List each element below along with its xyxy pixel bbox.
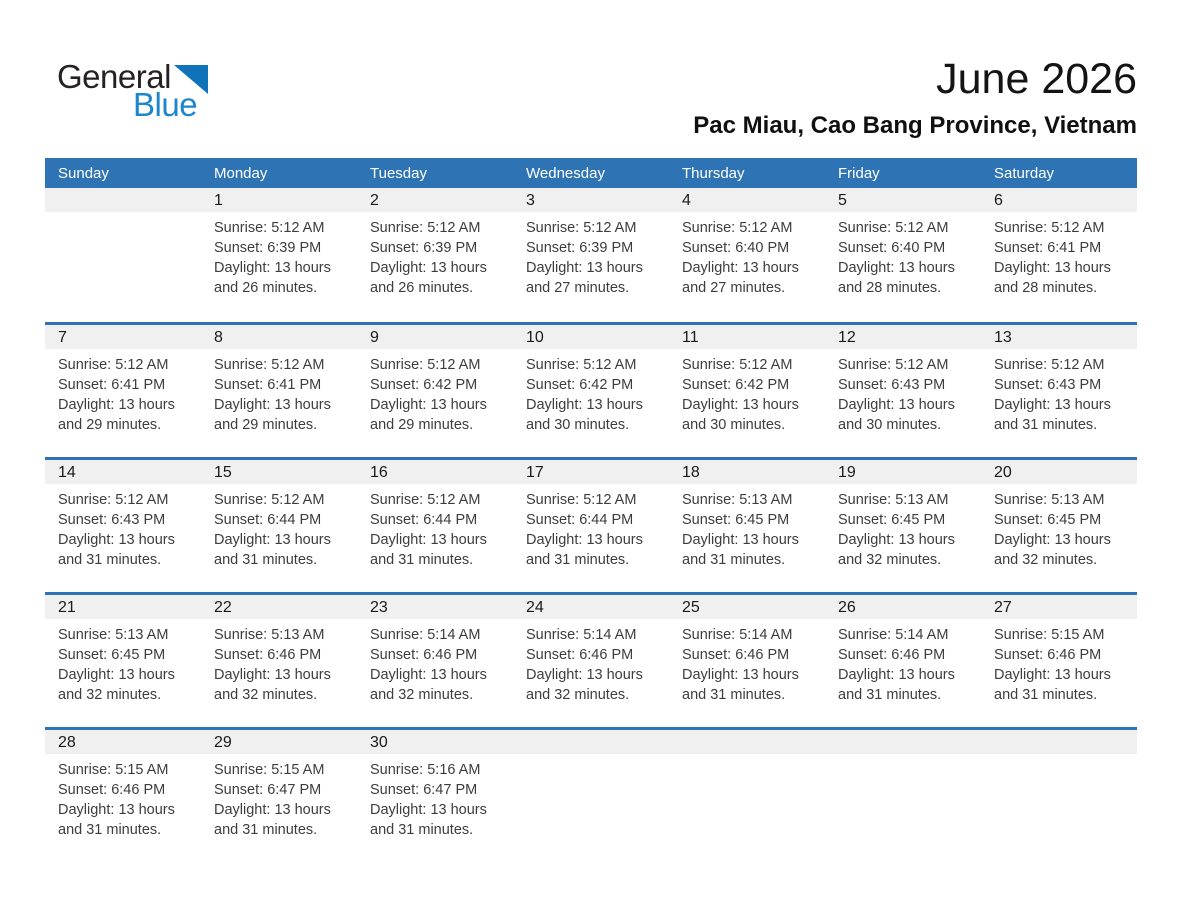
day-details bbox=[526, 625, 663, 705]
daylight-line-1: Daylight: 13 hours bbox=[994, 532, 1111, 548]
daylight-line-1: Daylight: 13 hours bbox=[214, 260, 331, 276]
sunrise-line: Sunrise: 5:12 AM bbox=[838, 357, 949, 373]
sunset-line: Sunset: 6:46 PM bbox=[58, 782, 166, 798]
day-number: 13 bbox=[994, 329, 1012, 346]
day-details bbox=[58, 760, 195, 840]
day-cell bbox=[825, 460, 981, 592]
day-cell bbox=[201, 188, 357, 322]
day-cell bbox=[981, 595, 1137, 727]
day-number: 1 bbox=[214, 192, 223, 209]
daylight-line-2: and 31 minutes. bbox=[994, 417, 1098, 433]
sunrise-line: Sunrise: 5:12 AM bbox=[58, 492, 169, 508]
day-details bbox=[838, 218, 975, 298]
calendar-table bbox=[45, 158, 1137, 862]
day-number: 25 bbox=[682, 599, 700, 616]
daylight-line-2: and 31 minutes. bbox=[682, 552, 786, 568]
weekday-header-tuesday: Tuesday bbox=[370, 164, 427, 182]
sunset-line: Sunset: 6:46 PM bbox=[526, 647, 634, 663]
sunset-line: Sunset: 6:39 PM bbox=[526, 240, 634, 256]
day-number: 15 bbox=[214, 464, 232, 481]
day-number: 22 bbox=[214, 599, 232, 616]
empty-day-cell bbox=[45, 188, 201, 322]
day-cell bbox=[201, 460, 357, 592]
daylight-line-1: Daylight: 13 hours bbox=[370, 802, 487, 818]
title-block bbox=[693, 56, 1137, 140]
weekday-header-thursday: Thursday bbox=[682, 164, 745, 182]
sunrise-line: Sunrise: 5:15 AM bbox=[994, 627, 1105, 643]
sunrise-line: Sunrise: 5:12 AM bbox=[838, 220, 949, 236]
sunrise-line: Sunrise: 5:14 AM bbox=[370, 627, 481, 643]
weekday-header-saturday: Saturday bbox=[994, 164, 1055, 182]
day-number: 2 bbox=[370, 192, 379, 209]
day-details bbox=[838, 490, 975, 570]
day-details bbox=[370, 490, 507, 570]
week-cells bbox=[45, 188, 1137, 322]
sunrise-line: Sunrise: 5:12 AM bbox=[370, 220, 481, 236]
daylight-line-2: and 32 minutes. bbox=[370, 687, 474, 703]
week-row bbox=[45, 188, 1137, 322]
day-details bbox=[370, 355, 507, 435]
daylight-line-2: and 31 minutes. bbox=[214, 552, 318, 568]
daylight-line-1: Daylight: 13 hours bbox=[682, 260, 799, 276]
day-details bbox=[682, 355, 819, 435]
sunrise-line: Sunrise: 5:15 AM bbox=[58, 762, 169, 778]
day-details bbox=[838, 625, 975, 705]
day-cell bbox=[357, 595, 513, 727]
day-number: 16 bbox=[370, 464, 388, 481]
sunset-line: Sunset: 6:46 PM bbox=[682, 647, 790, 663]
daylight-line-1: Daylight: 13 hours bbox=[214, 667, 331, 683]
sunrise-line: Sunrise: 5:13 AM bbox=[682, 492, 793, 508]
day-details bbox=[682, 218, 819, 298]
daylight-line-2: and 31 minutes. bbox=[370, 552, 474, 568]
day-cell bbox=[825, 325, 981, 457]
sunrise-line: Sunrise: 5:12 AM bbox=[214, 220, 325, 236]
week-cells bbox=[45, 460, 1137, 592]
day-cell bbox=[513, 460, 669, 592]
day-details bbox=[370, 218, 507, 298]
day-number: 11 bbox=[682, 329, 699, 346]
sunset-line: Sunset: 6:40 PM bbox=[838, 240, 946, 256]
daylight-line-1: Daylight: 13 hours bbox=[682, 667, 799, 683]
daylight-line-1: Daylight: 13 hours bbox=[994, 667, 1111, 683]
daylight-line-1: Daylight: 13 hours bbox=[58, 802, 175, 818]
sunset-line: Sunset: 6:47 PM bbox=[370, 782, 478, 798]
day-cell bbox=[357, 730, 513, 862]
daylight-line-1: Daylight: 13 hours bbox=[526, 260, 643, 276]
day-number: 9 bbox=[370, 329, 379, 346]
daylight-line-2: and 31 minutes. bbox=[370, 822, 474, 838]
daylight-line-2: and 27 minutes. bbox=[682, 280, 786, 296]
sunset-line: Sunset: 6:41 PM bbox=[994, 240, 1102, 256]
sunrise-line: Sunrise: 5:14 AM bbox=[838, 627, 949, 643]
daylight-line-1: Daylight: 13 hours bbox=[214, 532, 331, 548]
day-details bbox=[994, 355, 1131, 435]
day-details bbox=[526, 490, 663, 570]
sunset-line: Sunset: 6:47 PM bbox=[214, 782, 322, 798]
day-number: 23 bbox=[370, 599, 388, 616]
empty-day-cell bbox=[669, 730, 825, 862]
daylight-line-2: and 31 minutes. bbox=[58, 822, 162, 838]
sunset-line: Sunset: 6:44 PM bbox=[370, 512, 478, 528]
sunrise-line: Sunrise: 5:12 AM bbox=[994, 220, 1105, 236]
daylight-line-2: and 32 minutes. bbox=[994, 552, 1098, 568]
day-details bbox=[214, 760, 351, 840]
daylight-line-2: and 31 minutes. bbox=[58, 552, 162, 568]
empty-day-cell bbox=[981, 730, 1137, 862]
week-cells bbox=[45, 325, 1137, 457]
week-row bbox=[45, 322, 1137, 457]
sunset-line: Sunset: 6:39 PM bbox=[370, 240, 478, 256]
day-number: 3 bbox=[526, 192, 535, 209]
day-number: 8 bbox=[214, 329, 223, 346]
day-details bbox=[58, 355, 195, 435]
daylight-line-1: Daylight: 13 hours bbox=[526, 532, 643, 548]
day-number: 19 bbox=[838, 464, 856, 481]
day-cell bbox=[357, 325, 513, 457]
daylight-line-2: and 27 minutes. bbox=[526, 280, 630, 296]
daylight-line-2: and 30 minutes. bbox=[526, 417, 630, 433]
day-cell bbox=[669, 325, 825, 457]
day-number: 30 bbox=[370, 734, 388, 751]
day-number: 4 bbox=[682, 192, 691, 209]
daylight-line-1: Daylight: 13 hours bbox=[58, 397, 175, 413]
general-blue-logo bbox=[57, 60, 208, 121]
day-cell bbox=[981, 460, 1137, 592]
daylight-line-1: Daylight: 13 hours bbox=[994, 397, 1111, 413]
day-number: 6 bbox=[994, 192, 1003, 209]
sunset-line: Sunset: 6:43 PM bbox=[58, 512, 166, 528]
day-cell bbox=[981, 325, 1137, 457]
sunset-line: Sunset: 6:44 PM bbox=[526, 512, 634, 528]
week-row bbox=[45, 592, 1137, 727]
sunrise-line: Sunrise: 5:12 AM bbox=[682, 220, 793, 236]
day-number: 14 bbox=[58, 464, 76, 481]
day-details bbox=[214, 218, 351, 298]
day-details bbox=[838, 355, 975, 435]
day-number: 21 bbox=[58, 599, 76, 616]
sunset-line: Sunset: 6:45 PM bbox=[838, 512, 946, 528]
sunrise-line: Sunrise: 5:16 AM bbox=[370, 762, 481, 778]
day-details bbox=[214, 355, 351, 435]
day-details bbox=[682, 490, 819, 570]
day-details bbox=[994, 625, 1131, 705]
sunset-line: Sunset: 6:40 PM bbox=[682, 240, 790, 256]
week-cells bbox=[45, 730, 1137, 862]
daylight-line-2: and 32 minutes. bbox=[838, 552, 942, 568]
day-number: 17 bbox=[526, 464, 544, 481]
sunset-line: Sunset: 6:45 PM bbox=[58, 647, 166, 663]
day-cell bbox=[669, 595, 825, 727]
daylight-line-2: and 26 minutes. bbox=[370, 280, 474, 296]
sunrise-line: Sunrise: 5:13 AM bbox=[58, 627, 169, 643]
day-number: 5 bbox=[838, 192, 847, 209]
day-details bbox=[370, 625, 507, 705]
location-subtitle: Pac Miau, Cao Bang Province, Vietnam bbox=[693, 112, 1137, 140]
sunset-line: Sunset: 6:46 PM bbox=[214, 647, 322, 663]
day-cell bbox=[45, 595, 201, 727]
daylight-line-2: and 32 minutes. bbox=[526, 687, 630, 703]
weekday-header-friday: Friday bbox=[838, 164, 880, 182]
daylight-line-2: and 32 minutes. bbox=[214, 687, 318, 703]
day-cell bbox=[357, 188, 513, 322]
empty-day-cell bbox=[825, 730, 981, 862]
sunset-line: Sunset: 6:44 PM bbox=[214, 512, 322, 528]
day-details bbox=[58, 625, 195, 705]
daylight-line-1: Daylight: 13 hours bbox=[214, 802, 331, 818]
daylight-line-1: Daylight: 13 hours bbox=[370, 260, 487, 276]
sunset-line: Sunset: 6:41 PM bbox=[58, 377, 166, 393]
sunrise-line: Sunrise: 5:12 AM bbox=[994, 357, 1105, 373]
day-cell bbox=[981, 188, 1137, 322]
day-cell bbox=[825, 595, 981, 727]
daylight-line-2: and 31 minutes. bbox=[526, 552, 630, 568]
day-details bbox=[214, 490, 351, 570]
logo-text-blue: Blue bbox=[133, 86, 198, 123]
daylight-line-1: Daylight: 13 hours bbox=[526, 397, 643, 413]
sunset-line: Sunset: 6:42 PM bbox=[682, 377, 790, 393]
day-number: 10 bbox=[526, 329, 544, 346]
daylight-line-1: Daylight: 13 hours bbox=[370, 667, 487, 683]
sunrise-line: Sunrise: 5:13 AM bbox=[838, 492, 949, 508]
sunset-line: Sunset: 6:42 PM bbox=[370, 377, 478, 393]
day-cell bbox=[201, 730, 357, 862]
daylight-line-1: Daylight: 13 hours bbox=[58, 667, 175, 683]
day-details bbox=[994, 490, 1131, 570]
day-number: 26 bbox=[838, 599, 856, 616]
week-row bbox=[45, 727, 1137, 862]
daylight-line-1: Daylight: 13 hours bbox=[370, 397, 487, 413]
weekday-header-sunday: Sunday bbox=[58, 164, 109, 182]
sunrise-line: Sunrise: 5:13 AM bbox=[994, 492, 1105, 508]
sunrise-line: Sunrise: 5:12 AM bbox=[682, 357, 793, 373]
day-number: 20 bbox=[994, 464, 1012, 481]
day-cell bbox=[357, 460, 513, 592]
logo-text-general: General bbox=[57, 58, 171, 95]
day-details bbox=[58, 490, 195, 570]
empty-day-cell bbox=[513, 730, 669, 862]
day-number: 29 bbox=[214, 734, 232, 751]
daylight-line-2: and 29 minutes. bbox=[58, 417, 162, 433]
day-number: 12 bbox=[838, 329, 856, 346]
day-number: 24 bbox=[526, 599, 544, 616]
daylight-line-1: Daylight: 13 hours bbox=[682, 397, 799, 413]
daylight-line-2: and 31 minutes. bbox=[994, 687, 1098, 703]
sunset-line: Sunset: 6:43 PM bbox=[838, 377, 946, 393]
week-cells bbox=[45, 595, 1137, 727]
daylight-line-1: Daylight: 13 hours bbox=[838, 397, 955, 413]
daylight-line-1: Daylight: 13 hours bbox=[58, 532, 175, 548]
weekday-header-row bbox=[45, 158, 1137, 188]
day-cell bbox=[45, 730, 201, 862]
day-cell bbox=[45, 460, 201, 592]
daylight-line-2: and 31 minutes. bbox=[838, 687, 942, 703]
day-cell bbox=[45, 325, 201, 457]
sunset-line: Sunset: 6:39 PM bbox=[214, 240, 322, 256]
sunset-line: Sunset: 6:42 PM bbox=[526, 377, 634, 393]
sunset-line: Sunset: 6:41 PM bbox=[214, 377, 322, 393]
daylight-line-1: Daylight: 13 hours bbox=[370, 532, 487, 548]
sunset-line: Sunset: 6:46 PM bbox=[838, 647, 946, 663]
daylight-line-1: Daylight: 13 hours bbox=[838, 532, 955, 548]
sunrise-line: Sunrise: 5:15 AM bbox=[214, 762, 325, 778]
day-cell bbox=[669, 460, 825, 592]
day-number: 7 bbox=[58, 329, 67, 346]
daylight-line-1: Daylight: 13 hours bbox=[838, 260, 955, 276]
day-details bbox=[526, 355, 663, 435]
day-cell bbox=[825, 188, 981, 322]
sunrise-line: Sunrise: 5:12 AM bbox=[58, 357, 169, 373]
month-title: June 2026 bbox=[936, 55, 1137, 103]
sunset-line: Sunset: 6:46 PM bbox=[370, 647, 478, 663]
daylight-line-1: Daylight: 13 hours bbox=[682, 532, 799, 548]
daylight-line-1: Daylight: 13 hours bbox=[214, 397, 331, 413]
day-cell bbox=[201, 325, 357, 457]
sunrise-line: Sunrise: 5:12 AM bbox=[526, 492, 637, 508]
day-details bbox=[526, 218, 663, 298]
sunrise-line: Sunrise: 5:13 AM bbox=[214, 627, 325, 643]
day-cell bbox=[513, 188, 669, 322]
day-cell bbox=[201, 595, 357, 727]
day-details bbox=[370, 760, 507, 840]
day-cell bbox=[513, 595, 669, 727]
daylight-line-2: and 32 minutes. bbox=[58, 687, 162, 703]
sunrise-line: Sunrise: 5:14 AM bbox=[526, 627, 637, 643]
week-row bbox=[45, 457, 1137, 592]
daylight-line-2: and 29 minutes. bbox=[370, 417, 474, 433]
sunset-line: Sunset: 6:45 PM bbox=[994, 512, 1102, 528]
day-number: 28 bbox=[58, 734, 76, 751]
sunset-line: Sunset: 6:46 PM bbox=[994, 647, 1102, 663]
daylight-line-2: and 31 minutes. bbox=[214, 822, 318, 838]
day-details bbox=[214, 625, 351, 705]
daylight-line-1: Daylight: 13 hours bbox=[994, 260, 1111, 276]
sunrise-line: Sunrise: 5:14 AM bbox=[682, 627, 793, 643]
day-cell bbox=[513, 325, 669, 457]
day-cell bbox=[669, 188, 825, 322]
day-details bbox=[994, 218, 1131, 298]
day-number: 18 bbox=[682, 464, 700, 481]
daylight-line-2: and 30 minutes. bbox=[838, 417, 942, 433]
sunset-line: Sunset: 6:43 PM bbox=[994, 377, 1102, 393]
weeks-container bbox=[45, 188, 1137, 862]
daylight-line-2: and 28 minutes. bbox=[994, 280, 1098, 296]
daylight-line-1: Daylight: 13 hours bbox=[526, 667, 643, 683]
sunrise-line: Sunrise: 5:12 AM bbox=[214, 492, 325, 508]
daylight-line-2: and 30 minutes. bbox=[682, 417, 786, 433]
daylight-line-2: and 26 minutes. bbox=[214, 280, 318, 296]
sunrise-line: Sunrise: 5:12 AM bbox=[526, 357, 637, 373]
weekday-header-wednesday: Wednesday bbox=[526, 164, 605, 182]
sunrise-line: Sunrise: 5:12 AM bbox=[526, 220, 637, 236]
daylight-line-2: and 29 minutes. bbox=[214, 417, 318, 433]
daylight-line-1: Daylight: 13 hours bbox=[838, 667, 955, 683]
weekday-header-monday: Monday bbox=[214, 164, 268, 182]
day-number: 27 bbox=[994, 599, 1012, 616]
sunset-line: Sunset: 6:45 PM bbox=[682, 512, 790, 528]
sunrise-line: Sunrise: 5:12 AM bbox=[214, 357, 325, 373]
sunrise-line: Sunrise: 5:12 AM bbox=[370, 492, 481, 508]
day-details bbox=[682, 625, 819, 705]
daylight-line-2: and 31 minutes. bbox=[682, 687, 786, 703]
daylight-line-2: and 28 minutes. bbox=[838, 280, 942, 296]
sunrise-line: Sunrise: 5:12 AM bbox=[370, 357, 481, 373]
